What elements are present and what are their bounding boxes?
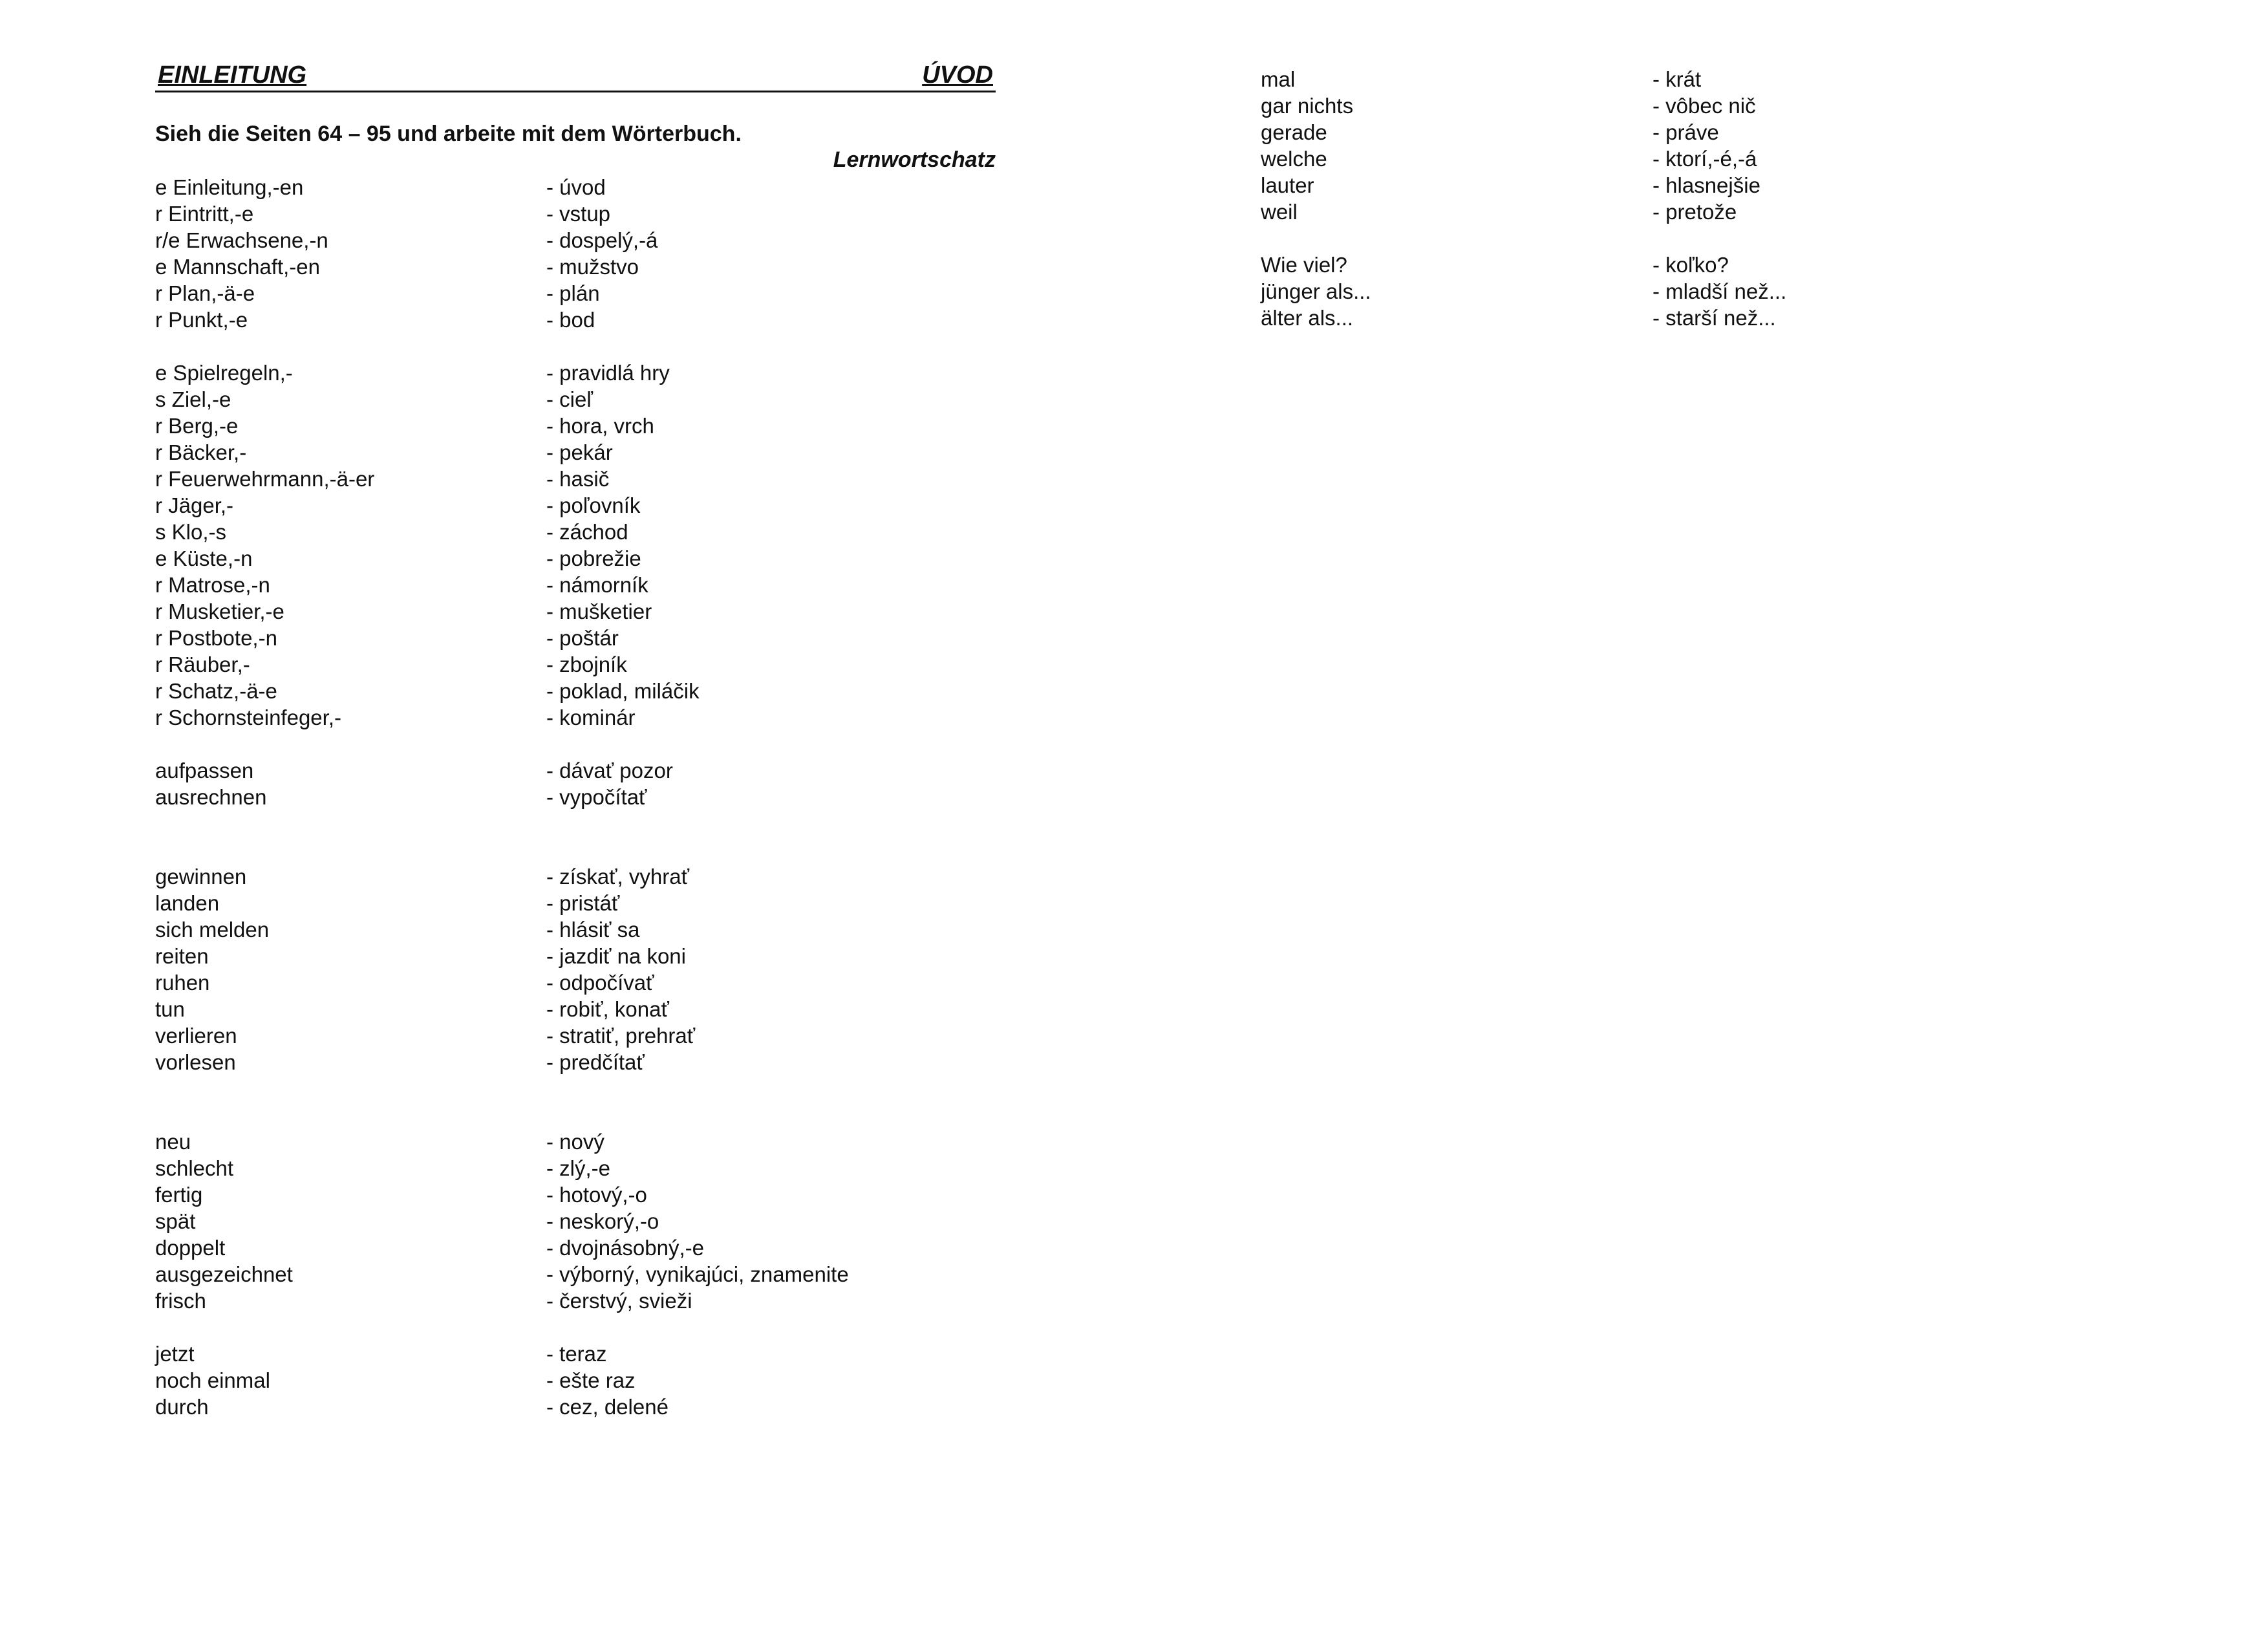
vocab-row bbox=[1261, 172, 2101, 199]
vocab-row bbox=[155, 572, 996, 598]
german-word: jetzt bbox=[155, 1342, 195, 1366]
vocab-group bbox=[155, 1128, 996, 1314]
german-word: r Berg,-e bbox=[155, 414, 239, 438]
slovak-translation: - práve bbox=[1653, 120, 1719, 144]
vocab-row bbox=[155, 943, 996, 969]
vocab-row bbox=[1261, 66, 2101, 92]
vocab-row bbox=[155, 253, 996, 280]
slovak-translation: - teraz bbox=[546, 1342, 607, 1366]
slovak-translation: - záchod bbox=[546, 520, 628, 544]
german-word: jünger als... bbox=[1261, 279, 1371, 303]
slovak-translation: - poľovník bbox=[546, 493, 641, 517]
slovak-translation: - pretože bbox=[1653, 200, 1737, 224]
header-title-slovak: ÚVOD bbox=[922, 61, 993, 89]
slovak-translation: - hlásiť sa bbox=[546, 918, 640, 942]
german-word: ruhen bbox=[155, 971, 210, 995]
german-word: frisch bbox=[155, 1289, 206, 1313]
left-vocabulary-list bbox=[155, 174, 996, 1420]
german-word: ausrechnen bbox=[155, 785, 267, 809]
slovak-translation: - vypočítať bbox=[546, 785, 647, 809]
vocab-row bbox=[155, 1367, 996, 1394]
slovak-translation: - stratiť, prehrať bbox=[546, 1024, 696, 1048]
slovak-translation: - dávať pozor bbox=[546, 759, 673, 782]
german-word: r Schornsteinfeger,- bbox=[155, 706, 341, 729]
vocab-row bbox=[155, 1155, 996, 1181]
german-word: s Klo,-s bbox=[155, 520, 227, 544]
vocab-row bbox=[155, 996, 996, 1022]
slovak-translation: - jazdiť na koni bbox=[546, 944, 686, 968]
vocab-row bbox=[1261, 92, 2101, 119]
vocab-row bbox=[155, 863, 996, 890]
german-word: lauter bbox=[1261, 173, 1314, 197]
german-word: aufpassen bbox=[155, 759, 254, 782]
vocab-row bbox=[155, 1288, 996, 1314]
vocab-row bbox=[155, 969, 996, 996]
german-word: r/e Erwachsene,-n bbox=[155, 228, 328, 252]
slovak-translation: - krát bbox=[1653, 67, 1702, 91]
vocab-row bbox=[1261, 305, 2101, 331]
slovak-translation: - pekár bbox=[546, 440, 613, 464]
vocab-row bbox=[155, 916, 996, 943]
vocab-row bbox=[155, 757, 996, 784]
vocab-row bbox=[155, 466, 996, 492]
german-word: tun bbox=[155, 997, 185, 1021]
vocab-row bbox=[155, 1022, 996, 1049]
page-header bbox=[155, 54, 996, 92]
vocab-row bbox=[155, 200, 996, 227]
vocab-row bbox=[155, 545, 996, 572]
german-word: landen bbox=[155, 891, 220, 915]
slovak-translation: - vôbec nič bbox=[1653, 94, 1756, 118]
german-word: Wie viel? bbox=[1261, 253, 1347, 277]
slovak-translation: - získať, vyhrať bbox=[546, 865, 689, 889]
vocab-row bbox=[155, 307, 996, 333]
slovak-translation: - nový bbox=[546, 1130, 604, 1154]
vocab-row bbox=[155, 1394, 996, 1420]
slovak-translation: - odpočívať bbox=[546, 971, 654, 995]
german-word: schlecht bbox=[155, 1156, 234, 1180]
slovak-translation: - poklad, miláčik bbox=[546, 679, 700, 703]
vocab-row bbox=[155, 1261, 996, 1288]
vocab-row bbox=[155, 492, 996, 519]
vocab-row bbox=[155, 625, 996, 651]
vocab-group bbox=[155, 757, 996, 810]
german-word: r Feuerwehrmann,-ä-er bbox=[155, 467, 375, 491]
german-word: r Räuber,- bbox=[155, 652, 250, 676]
left-column bbox=[155, 54, 996, 1447]
slovak-translation: - výborný, vynikajúci, znamenite bbox=[546, 1262, 849, 1286]
german-word: ausgezeichnet bbox=[155, 1262, 293, 1286]
instruction-text: Sieh die Seiten 64 – 95 und arbeite mit dem Wörterbuch. bbox=[155, 122, 742, 146]
vocab-row bbox=[155, 1128, 996, 1155]
vocab-row bbox=[155, 1208, 996, 1234]
german-word: mal bbox=[1261, 67, 1296, 91]
german-word: r Postbote,-n bbox=[155, 626, 277, 650]
german-word: älter als... bbox=[1261, 306, 1354, 330]
slovak-translation: - starší než... bbox=[1653, 306, 1776, 330]
vocab-row bbox=[155, 519, 996, 545]
slovak-translation: - úvod bbox=[546, 175, 606, 199]
vocab-row bbox=[155, 890, 996, 916]
vocab-group bbox=[1261, 252, 2101, 331]
slovak-translation: - mužstvo bbox=[546, 255, 639, 279]
slovak-translation: - mušketier bbox=[546, 599, 652, 623]
german-word: gar nichts bbox=[1261, 94, 1354, 118]
slovak-translation: - poštár bbox=[546, 626, 619, 650]
slovak-translation: - vstup bbox=[546, 202, 611, 226]
vocab-row bbox=[155, 360, 996, 386]
vocab-group bbox=[155, 174, 996, 333]
german-word: r Punkt,-e bbox=[155, 308, 248, 332]
vocab-row bbox=[155, 280, 996, 307]
vocab-row bbox=[155, 651, 996, 678]
vocab-group bbox=[155, 863, 996, 1075]
slovak-translation: - cieľ bbox=[546, 387, 593, 411]
german-word: noch einmal bbox=[155, 1368, 270, 1392]
vocab-row bbox=[155, 1181, 996, 1208]
vocab-group bbox=[1261, 66, 2101, 225]
vocab-row bbox=[155, 598, 996, 625]
vocab-row bbox=[155, 413, 996, 439]
german-word: e Mannschaft,-en bbox=[155, 255, 320, 279]
german-word: r Eintritt,-e bbox=[155, 202, 254, 226]
header-title-german: EINLEITUNG bbox=[158, 61, 307, 89]
slovak-translation: - plán bbox=[546, 281, 600, 305]
german-word: durch bbox=[155, 1395, 209, 1419]
vocab-row bbox=[155, 1234, 996, 1261]
right-vocabulary-list bbox=[1261, 66, 2101, 331]
vocab-row bbox=[1261, 199, 2101, 225]
vocab-row bbox=[1261, 252, 2101, 278]
slovak-translation: - kominár bbox=[546, 706, 636, 729]
german-word: gerade bbox=[1261, 120, 1327, 144]
vocab-group bbox=[155, 1341, 996, 1420]
slovak-translation: - hasič bbox=[546, 467, 610, 491]
german-word: r Bäcker,- bbox=[155, 440, 247, 464]
german-word: r Plan,-ä-e bbox=[155, 281, 255, 305]
german-word: reiten bbox=[155, 944, 209, 968]
german-word: e Küste,-n bbox=[155, 546, 253, 570]
slovak-translation: - zbojník bbox=[546, 652, 627, 676]
german-word: spät bbox=[155, 1209, 196, 1233]
german-word: verlieren bbox=[155, 1024, 237, 1048]
german-word: welche bbox=[1261, 147, 1327, 171]
slovak-translation: - hotový,-o bbox=[546, 1183, 647, 1207]
german-word: gewinnen bbox=[155, 865, 247, 889]
vocab-row bbox=[155, 678, 996, 704]
german-word: fertig bbox=[155, 1183, 203, 1207]
slovak-translation: - pristáť bbox=[546, 891, 620, 915]
german-word: neu bbox=[155, 1130, 191, 1154]
german-word: r Schatz,-ä-e bbox=[155, 679, 277, 703]
lernwortschatz-label: Lernwortschatz bbox=[833, 147, 996, 172]
vocab-row bbox=[155, 386, 996, 413]
vocab-row bbox=[1261, 278, 2101, 305]
slovak-translation: - námorník bbox=[546, 573, 648, 597]
vocab-row bbox=[155, 784, 996, 810]
german-word: doppelt bbox=[155, 1236, 226, 1260]
slovak-translation: - predčítať bbox=[546, 1050, 645, 1074]
slovak-translation: - hlasnejšie bbox=[1653, 173, 1760, 197]
slovak-translation: - pobrežie bbox=[546, 546, 641, 570]
slovak-translation: - koľko? bbox=[1653, 253, 1729, 277]
vocab-row bbox=[1261, 119, 2101, 146]
vocab-row bbox=[155, 174, 996, 200]
german-word: vorlesen bbox=[155, 1050, 236, 1074]
vocab-row bbox=[155, 1049, 996, 1075]
german-word: r Musketier,-e bbox=[155, 599, 284, 623]
german-word: r Matrose,-n bbox=[155, 573, 270, 597]
slovak-translation: - neskorý,-o bbox=[546, 1209, 659, 1233]
vocab-row bbox=[1261, 146, 2101, 172]
german-word: s Ziel,-e bbox=[155, 387, 231, 411]
german-word: e Einleitung,-en bbox=[155, 175, 304, 199]
vocab-row bbox=[155, 439, 996, 466]
german-word: e Spielregeln,- bbox=[155, 361, 293, 385]
slovak-translation: - bod bbox=[546, 308, 595, 332]
slovak-translation: - hora, vrch bbox=[546, 414, 654, 438]
slovak-translation: - pravidlá hry bbox=[546, 361, 670, 385]
right-column bbox=[1261, 66, 2101, 358]
slovak-translation: - ktorí,-é,-á bbox=[1653, 147, 1757, 171]
vocab-row bbox=[155, 704, 996, 731]
slovak-translation: - mladší než... bbox=[1653, 279, 1787, 303]
slovak-translation: - dvojnásobný,-e bbox=[546, 1236, 704, 1260]
vocab-row bbox=[155, 227, 996, 253]
german-word: weil bbox=[1261, 200, 1298, 224]
slovak-translation: - ešte raz bbox=[546, 1368, 636, 1392]
vocab-group bbox=[155, 360, 996, 731]
german-word: r Jäger,- bbox=[155, 493, 234, 517]
slovak-translation: - dospelý,-á bbox=[546, 228, 658, 252]
slovak-translation: - robiť, konať bbox=[546, 997, 669, 1021]
vocab-row bbox=[155, 1341, 996, 1367]
slovak-translation: - čerstvý, svieži bbox=[546, 1289, 692, 1313]
slovak-translation: - cez, delené bbox=[546, 1395, 669, 1419]
german-word: sich melden bbox=[155, 918, 270, 942]
slovak-translation: - zlý,-e bbox=[546, 1156, 610, 1180]
